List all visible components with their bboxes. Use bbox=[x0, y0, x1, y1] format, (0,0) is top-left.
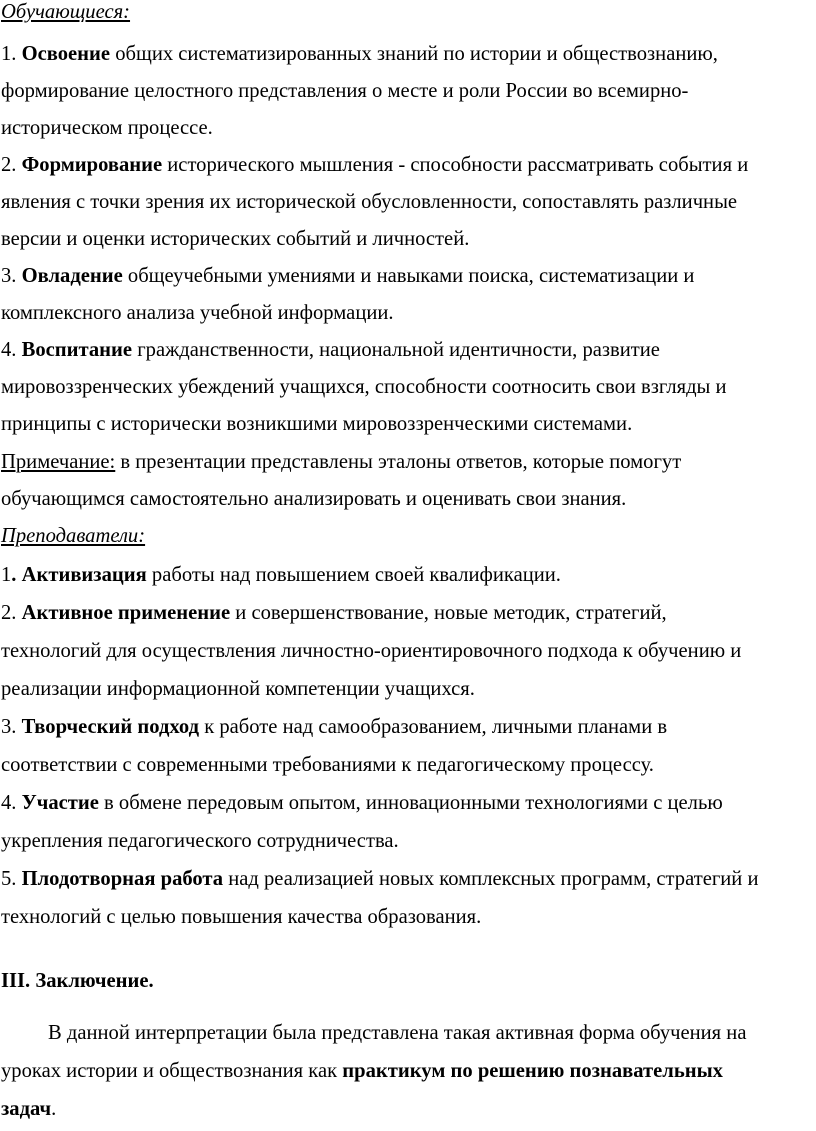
item-text: исторического мышления - способности рассматривать события и bbox=[162, 154, 749, 176]
item-number: 2. bbox=[1, 154, 22, 176]
item-number: 4. bbox=[1, 339, 22, 361]
teachers-item-4-line-2: укрепления педагогического сотрудничества. bbox=[1, 830, 399, 852]
item-keyword: Творческий подход bbox=[21, 716, 200, 738]
students-item-4-line-3: принципы с исторически возникшими мировоззренческими системами. bbox=[1, 413, 633, 435]
teachers-item-2-line-3: реализации информационной компетенции учащихся. bbox=[1, 678, 475, 700]
teachers-heading: Преподаватели: bbox=[1, 525, 146, 547]
item-text: общеучебными умениями и навыками поиска, систематизации и bbox=[122, 265, 695, 287]
conclusion-keyword-end: задач bbox=[1, 1098, 52, 1120]
students-item-1 bbox=[1, 42, 718, 66]
note-line-2: обучающимся самостоятельно анализировать и оценивать свои знания. bbox=[1, 488, 627, 510]
students-item-3 bbox=[1, 264, 694, 288]
students-item-4 bbox=[1, 338, 660, 362]
teachers-item-5 bbox=[1, 867, 759, 891]
students-item-4-line-2: мировоззренческих убеждений учащихся, способности соотносить свои взгляды и bbox=[1, 376, 727, 398]
item-number: 1 bbox=[1, 564, 12, 586]
teachers-item-1 bbox=[1, 563, 561, 587]
conclusion-text: уроках истории и обществознания как bbox=[1, 1060, 343, 1082]
item-keyword: Активное применение bbox=[21, 602, 231, 624]
teachers-item-4 bbox=[1, 791, 723, 815]
item-keyword: Воспитание bbox=[21, 339, 133, 361]
item-keyword: Овладение bbox=[21, 265, 123, 287]
conclusion-keyword: практикум по решению познавательных bbox=[342, 1060, 723, 1082]
item-number: 1. bbox=[1, 43, 22, 65]
note-text: в презентации представлены эталоны ответов, которые помогут bbox=[115, 451, 682, 473]
item-keyword: Участие bbox=[21, 792, 99, 814]
item-text: общих систематизированных знаний по истории и обществознанию, bbox=[110, 43, 718, 65]
item-text: к работе над самообразованием, личными планами в bbox=[199, 716, 668, 738]
conclusion-heading: III. Заключение. bbox=[1, 970, 154, 992]
teachers-item-2 bbox=[1, 601, 667, 625]
conclusion-period: . bbox=[51, 1098, 57, 1120]
item-number: 3. bbox=[1, 265, 22, 287]
students-item-2 bbox=[1, 153, 748, 177]
item-number: 4. bbox=[1, 792, 22, 814]
item-text: и совершенствование, новые методик, стратегий, bbox=[230, 602, 667, 624]
conclusion-paragraph-line-1: В данной интерпретации была представлена такая активная форма обучения на bbox=[48, 1022, 747, 1044]
item-number: 3. bbox=[1, 716, 22, 738]
students-item-2-line-3: версии и оценки исторических событий и личностей. bbox=[1, 228, 470, 250]
item-number: 2. bbox=[1, 602, 22, 624]
teachers-item-2-line-2: технологий для осуществления личностно-ориентировочного подхода к обучению и bbox=[1, 640, 742, 662]
item-text: в обмене передовым опытом, инновационными технологиями с целью bbox=[98, 792, 723, 814]
students-item-1-line-2: формирование целостного представления о месте и роли России во всемирно- bbox=[1, 80, 689, 102]
item-keyword: Освоение bbox=[21, 43, 111, 65]
note bbox=[1, 450, 681, 474]
note-label: Примечание: bbox=[1, 451, 116, 473]
item-text: гражданственности, национальной идентичности, развитие bbox=[132, 339, 660, 361]
item-keyword: . Активизация bbox=[11, 564, 147, 586]
item-number: 5. bbox=[1, 868, 22, 890]
item-keyword: Формирование bbox=[21, 154, 163, 176]
students-item-2-line-2: явления с точки зрения их исторической обусловленности, сопоставлять различные bbox=[1, 191, 738, 213]
students-item-3-line-2: комплексного анализа учебной информации. bbox=[1, 302, 394, 324]
conclusion-paragraph-line-3 bbox=[1, 1097, 56, 1121]
conclusion-paragraph-line-2 bbox=[1, 1059, 723, 1083]
item-text: работы над повышением своей квалификации. bbox=[146, 564, 561, 586]
students-item-1-line-3: историческом процессе. bbox=[1, 117, 213, 139]
teachers-item-3 bbox=[1, 715, 667, 739]
item-text: над реализацией новых комплексных программ, стратегий и bbox=[223, 868, 759, 890]
teachers-item-5-line-2: технологий с целью повышения качества образования. bbox=[1, 906, 482, 928]
item-keyword: Плодотворная работа bbox=[21, 868, 224, 890]
students-heading: Обучающиеся: bbox=[1, 1, 131, 23]
teachers-item-3-line-2: соответствии с современными требованиями к педагогическому процессу. bbox=[1, 754, 654, 776]
